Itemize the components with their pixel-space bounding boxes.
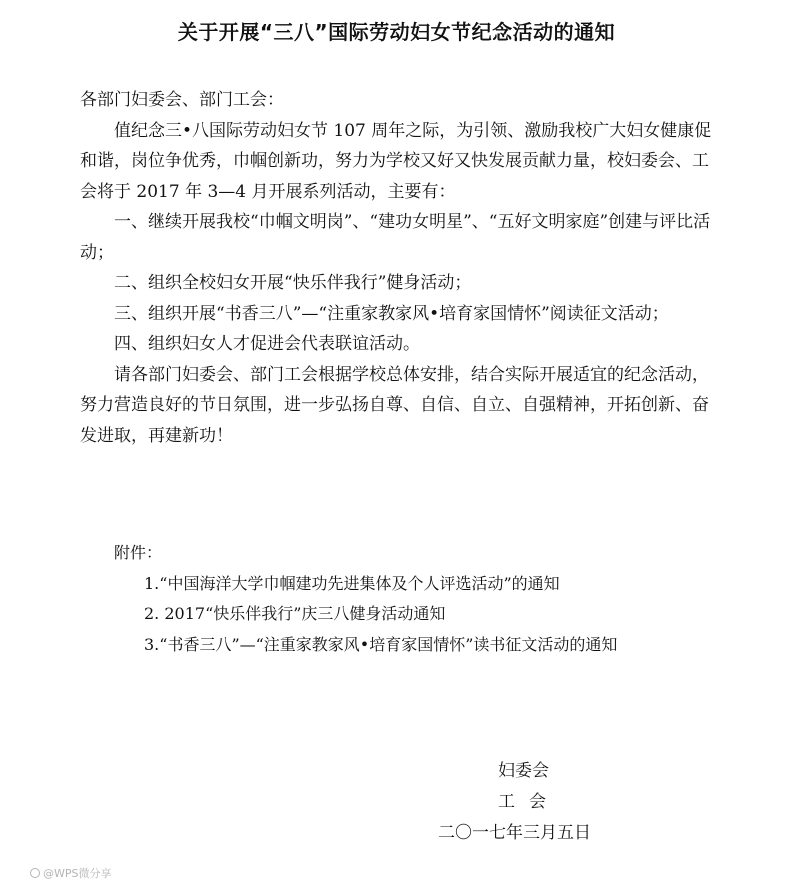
attachment-item-3: 3.“书香三八”—“注重家教家风•培育家国情怀”读书征文活动的通知 — [144, 634, 618, 654]
signature-org-union: 工会 — [498, 792, 560, 812]
attachment-item-2: 2. 2017“快乐伴我行”庆三八健身活动通知 — [144, 604, 446, 623]
attachments-label: 附件： — [114, 543, 163, 562]
watermark-text: @WPS微分享 — [43, 867, 112, 880]
document-body — [80, 85, 720, 451]
signature-date: 二〇一七年三月五日 — [438, 823, 591, 843]
document-title: 关于开展“三八”国际劳动妇女节纪念活动的通知 — [177, 20, 616, 44]
activity-item-2: 二、组织全校妇女开展“快乐伴我行”健身活动； — [114, 273, 472, 293]
salutation: 各部门妇委会、部门工会： — [80, 90, 284, 110]
signature-org-women-committee: 妇委会 — [498, 761, 549, 781]
activity-item-1: 一、继续开展我校“巾帼文明岗”、“建功女明星”、“五好文明家庭”创建与评比活动； — [80, 212, 711, 263]
wps-logo-icon — [30, 868, 40, 878]
activity-item-4: 四、组织妇女人才促进会代表联谊活动。 — [114, 334, 420, 354]
attachment-item-1: 1.“中国海洋大学巾帼建功先进集体及个人评选活动”的通知 — [144, 573, 560, 593]
activity-item-3: 三、组织开展“书香三八”—“注重家教家风•培育家国情怀”阅读征文活动； — [114, 303, 669, 324]
signature-block — [430, 756, 660, 849]
wps-watermark — [30, 865, 112, 881]
intro-paragraph: 值纪念三•八国际劳动妇女节 107 周年之际，为引领、激励我校广大妇女健康促和谐，岗位争优秀，巾帼创新功，努力为学校又好又快发展贡献力量，校妇委会、工会将于 2017 年 3—4 月开展系列活动，主要有： — [80, 120, 712, 202]
closing-paragraph: 请各部门妇委会、部门工会根据学校总体安排，结合实际开展适宜的纪念活动，努力营造良好的节日氛围，进一步弘扬自尊、自信、自立、自强精神，开拓创新、奋发进取，再建新功！ — [80, 364, 709, 446]
attachments-section — [80, 538, 720, 660]
